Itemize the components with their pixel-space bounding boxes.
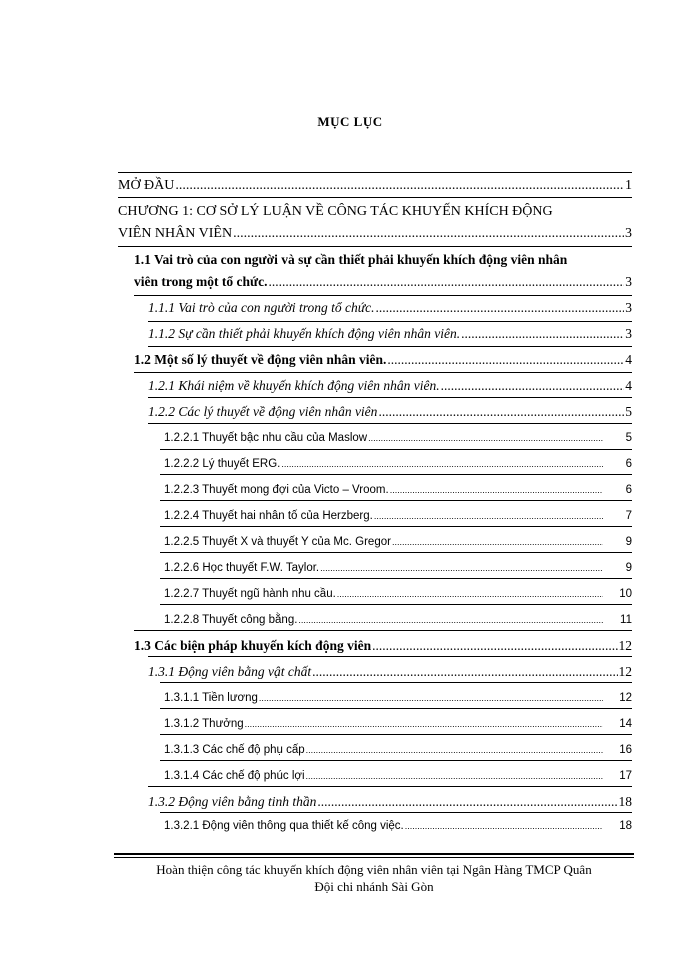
toc-entry-1-2-2-1[interactable]: [164, 432, 632, 444]
toc-entry-text: 1.2.2.2 Lý thuyết ERG.: [164, 458, 281, 470]
dot-leader: [368, 433, 603, 443]
divider: [148, 346, 632, 347]
toc-entry-1-3-2[interactable]: [148, 794, 632, 810]
toc-entry-text: 1.2.2.6 Học thuyết F.W. Taylor.: [164, 562, 320, 574]
toc-entry-1-3-2-1[interactable]: [164, 820, 632, 832]
divider: [160, 604, 632, 605]
toc-title: MỤC LỤC: [317, 114, 383, 129]
toc-entry-1-2[interactable]: [134, 352, 632, 368]
toc-entry-text: VIÊN NHÂN VIÊN: [118, 226, 233, 241]
dot-leader: [259, 693, 603, 703]
toc-entry-page: 4: [625, 378, 632, 393]
dot-leader: [281, 459, 603, 469]
divider: [148, 656, 632, 657]
toc-entry-1-1-line1[interactable]: [134, 252, 632, 268]
divider: [160, 708, 632, 709]
toc-entry-text: MỞ ĐẦU: [118, 178, 175, 193]
toc-entry-page: 1: [625, 178, 632, 193]
toc-entry-text: CHƯƠNG 1: CƠ SỞ LÝ LUẬN VỀ CÔNG TÁC KHUYẾN KHÍCH ĐỘNG: [118, 204, 553, 219]
toc-entry-page: 9: [625, 536, 632, 548]
dot-leader: [320, 563, 603, 573]
divider: [160, 760, 632, 761]
toc-entry-page: 5: [625, 404, 632, 419]
divider: [148, 786, 632, 787]
toc-entry-text: 1.3.1.4 Các chế độ phúc lợi: [164, 770, 305, 782]
toc-entry-1-3-1[interactable]: [148, 664, 632, 680]
divider: [160, 682, 632, 683]
toc-entry-page: 18: [619, 820, 632, 832]
toc-entry-1-3-1-1[interactable]: [164, 692, 632, 704]
toc-entry-1-2-2-2[interactable]: [164, 458, 632, 470]
toc-entry-text: 1.1 Vai trò của con người và sự cần thiết phải khuyến khích động viên nhân: [134, 252, 568, 267]
toc-entry-1-1[interactable]: [134, 274, 632, 290]
toc-entry-text: 1.3.1.3 Các chế độ phụ cấp: [164, 744, 305, 756]
toc-entry-page: 16: [619, 744, 632, 756]
toc-entry-text: 1.3.1 Động viên bằng vật chất: [148, 664, 312, 679]
divider: [148, 321, 632, 322]
toc-entry-text: 1.2 Một số lý thuyết về động viên nhân viên.: [134, 352, 387, 367]
divider: [118, 197, 632, 198]
toc-entry-1-2-2-7[interactable]: [164, 588, 632, 600]
dot-leader: [441, 378, 625, 394]
toc-entry-text: 1.2.2.1 Thuyết bậc nhu cầu của Maslow: [164, 432, 368, 444]
footer-rule: [114, 853, 634, 855]
toc-entry-text: viên trong một tổ chức.: [134, 274, 268, 289]
toc-entry-text: 1.2.2.5 Thuyết X và thuyết Y của Mc. Gregor: [164, 536, 391, 548]
divider: [118, 172, 632, 173]
toc-entry-1-1-2[interactable]: [148, 326, 632, 342]
dot-leader: [461, 326, 624, 342]
toc-entry-text: 1.3.1.2 Thưởng: [164, 718, 244, 730]
toc-entry-1-2-2-3[interactable]: [164, 484, 632, 496]
toc-entry-page: 6: [625, 458, 632, 470]
divider: [160, 578, 632, 579]
page-footer: [114, 861, 634, 895]
toc-entry-page: 3: [625, 226, 632, 241]
toc-entry-page: 11: [620, 614, 632, 626]
toc-entry-text: 1.3.2 Động viên bằng tinh thần: [148, 794, 317, 809]
toc-entry-chapter-1[interactable]: [118, 226, 632, 242]
toc-entry-1-3-1-3[interactable]: [164, 744, 632, 756]
toc-entry-1-2-2-8[interactable]: [164, 614, 632, 626]
dot-leader: [392, 537, 603, 547]
dot-leader: [268, 274, 624, 290]
toc-entry-page: 12: [619, 692, 632, 704]
dot-leader: [175, 178, 624, 194]
toc-entry-text: 1.2.2.3 Thuyết mong đợi của Victo – Vroom.: [164, 484, 389, 496]
toc-entry-text: 1.1.1 Vai trò của con người trong tổ chức.: [148, 300, 375, 315]
toc-entry-page: 14: [619, 718, 632, 730]
toc-entry-1-2-2[interactable]: [148, 404, 632, 420]
dot-leader: [372, 638, 617, 654]
divider: [118, 246, 632, 247]
footer-line-1: Hoàn thiện công tác khuyến khích động viên nhân viên tại Ngân Hàng TMCP Quân: [156, 862, 592, 877]
dot-leader: [405, 821, 603, 831]
divider: [160, 552, 632, 553]
dot-leader: [306, 745, 603, 755]
toc-entry-text: 1.2.2.8 Thuyết công bằng.: [164, 614, 298, 626]
dot-leader: [387, 352, 624, 368]
toc-entry-text: 1.3.2.1 Động viên thông qua thiết kế công việc.: [164, 820, 404, 832]
toc-entry-text: 1.3 Các biện pháp khuyến kích động viên: [134, 638, 372, 653]
toc-entry-1-1-1[interactable]: [148, 300, 632, 316]
dot-leader: [245, 719, 603, 729]
divider: [134, 295, 632, 296]
toc-entry-text: 1.1.2 Sự cần thiết phải khuyến khích động viên nhân viên.: [148, 326, 461, 341]
toc-entry-text: 1.2.1 Khái niệm về khuyến khích động viên nhân viên.: [148, 378, 440, 393]
dot-leader: [317, 794, 617, 810]
toc-entry-1-3-1-2[interactable]: [164, 718, 632, 730]
footer-line-2: Đội chi nhánh Sài Gòn: [314, 879, 434, 894]
footer-rule: [114, 857, 634, 858]
toc-entry-intro[interactable]: [118, 178, 632, 194]
toc-entry-text: 1.2.2.4 Thuyết hai nhân tố của Herzberg.: [164, 510, 373, 522]
toc-entry-page: 3: [625, 274, 632, 289]
toc-entry-1-2-2-4[interactable]: [164, 510, 632, 522]
dot-leader: [337, 589, 603, 599]
dot-leader: [298, 615, 603, 625]
toc-entry-page: 4: [625, 352, 632, 367]
toc-entry-page: 7: [625, 510, 632, 522]
divider: [160, 812, 632, 813]
dot-leader: [306, 771, 603, 781]
toc-entry-page: 17: [619, 770, 632, 782]
divider: [160, 500, 632, 501]
divider: [160, 474, 632, 475]
toc-entry-page: 12: [618, 638, 632, 653]
toc-entry-chapter-1-line1[interactable]: [118, 204, 632, 220]
dot-leader: [233, 226, 624, 242]
dot-leader: [378, 404, 624, 420]
toc-entry-text: 1.2.2 Các lý thuyết về động viên nhân viên: [148, 404, 378, 419]
toc-entry-page: 9: [625, 562, 632, 574]
toc-entry-text: 1.2.2.7 Thuyết ngũ hành nhu cầu.: [164, 588, 336, 600]
divider: [160, 734, 632, 735]
dot-leader: [312, 664, 617, 680]
divider: [148, 397, 632, 398]
divider: [148, 423, 632, 424]
toc-entry-1-2-2-6[interactable]: [164, 562, 632, 574]
divider: [134, 372, 632, 373]
toc-entry-page: 3: [625, 300, 632, 315]
toc-entry-1-2-1[interactable]: [148, 378, 632, 394]
toc-entry-page: 18: [618, 794, 632, 809]
dot-leader: [376, 300, 625, 316]
toc-entry-1-3-1-4[interactable]: [164, 770, 632, 782]
toc-entry-1-2-2-5[interactable]: [164, 536, 632, 548]
toc-entry-text: 1.3.1.1 Tiền lương: [164, 692, 258, 704]
divider: [160, 449, 632, 450]
toc-entry-page: 5: [625, 432, 632, 444]
toc-entry-page: 3: [625, 326, 632, 341]
dot-leader: [374, 511, 603, 521]
dot-leader: [390, 485, 603, 495]
divider: [160, 526, 632, 527]
toc-entry-page: 6: [625, 484, 632, 496]
toc-entry-page: 10: [619, 588, 632, 600]
toc-entry-1-3[interactable]: [134, 638, 632, 654]
toc-entry-page: 12: [618, 664, 632, 679]
divider: [134, 630, 632, 631]
